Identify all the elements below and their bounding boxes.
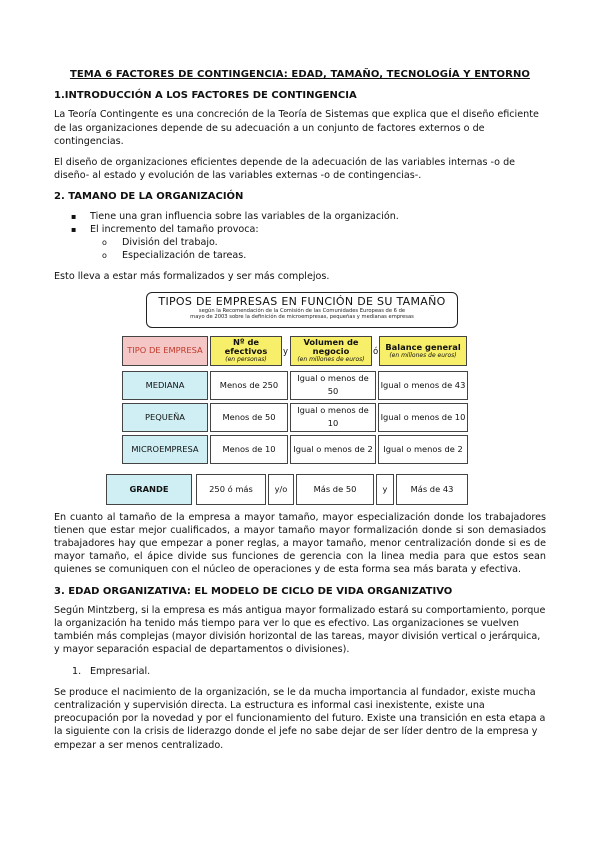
section-1-paragraph-1: La Teoría Contingente es una concreción de la Teoría de Sistemas que explica que el diseño eficiente de las organizaciones depende de su adecuación a un conjunto de factores externos o de contingencias. (54, 109, 539, 147)
section-3-heading: 3. EDAD ORGANIZATIVA: EL MODELO DE CICLO DE VIDA ORGANIZATIVO (54, 585, 453, 597)
section-2-bullet-list (54, 210, 546, 263)
and-connector: y (283, 346, 289, 357)
header-staff (210, 336, 282, 366)
numbered-item (74, 665, 546, 678)
section-1-heading: 1.INTRODUCCIÓN A LOS FACTORES DE CONTINGENCIA (54, 90, 357, 102)
sub-bullet-list (90, 236, 546, 262)
header-balance (379, 336, 467, 366)
or-connector: ó (373, 346, 379, 357)
row-staff-mediana: Menos de 250 (210, 371, 288, 400)
row-and-grande: y (376, 474, 394, 505)
section-3-numbered-list (54, 665, 546, 678)
header-staff-unit: (en personas) (225, 356, 267, 364)
figure-subtitle-line-2: mayo de 2003 sobre la definición de microempresas, pequeñas y medianas empresas (190, 313, 414, 320)
section-2-paragraph-2: En cuanto al tamaño de la empresa a mayor tamaño, mayor especialización donde los trabajadores tienen que estar mejor cualificados, a mayor tamaño mayor formalización donde si son demasiados trabajadores hay que empezar a poner reglas, a mayor tamaño, menor centralización donde si es de mayor tamaño, el ápice divide sus funciones de gerencia con la linea media para que estos sean quienes se comuniquen con el núcleo de operaciones y de esta forma sea más barata y efectiva. (54, 511, 546, 576)
header-balance-label: Balance general (385, 341, 461, 352)
row-turnover-grande: Más de 50 (296, 474, 374, 505)
header-turnover-label: Volumen de negocio (303, 337, 359, 357)
row-type-grande: GRANDE (106, 474, 192, 505)
row-balance-pequena: Igual o menos de 10 (378, 403, 468, 432)
bullet-text: El incremento del tamaño provoca: (90, 223, 259, 235)
section-3-paragraph-2: Se produce el nacimiento de la organización, se le da mucha importancia al fundador, existe mucha centralización y supervisión directa. La estructura es informal casi inexistente, existe una preocupación por la novedad y por el funcionamiento del futuro. Existe una transición en esta etapa a la siguiente con la crisis de liderazgo donde el jefe no sabe dejar de ser líder dentro de la empresa y empezar a ser menos centralizado. (54, 686, 546, 751)
numbered-item-number: 1. (72, 665, 82, 677)
header-staff-label: Nº de efectivos (224, 337, 268, 357)
bullet-item (90, 223, 546, 263)
header-turnover (290, 336, 372, 366)
bullet-text: Tiene una gran influencia sobre las variables de la organización. (90, 210, 399, 222)
figure-header (146, 292, 458, 328)
row-type-pequena: PEQUEÑA (122, 403, 208, 432)
row-staff-microempresa: Menos de 10 (210, 435, 288, 464)
row-type-microempresa: MICROEMPRESA (122, 435, 208, 464)
row-andor-grande: y/o (268, 474, 294, 505)
document-title: TEMA 6 FACTORES DE CONTINGENCIA: EDAD, TAMAÑO, TECNOLOGÍA Y ENTORNO (69, 69, 531, 80)
header-turnover-unit: (en millones de euros) (297, 356, 365, 364)
row-type-mediana: MEDIANA (122, 371, 208, 400)
bullet-item (90, 210, 546, 223)
numbered-item-text: Empresarial. (90, 665, 151, 677)
sub-bullet-item: o División del trabajo. (122, 236, 546, 249)
header-company-type: TIPO DE EMPRESA (122, 336, 208, 366)
row-turnover-mediana: Igual o menos de 50 (290, 371, 376, 400)
header-balance-unit: (en millones de euros) (389, 351, 457, 359)
company-size-figure (122, 292, 474, 505)
row-staff-grande: 250 ó más (196, 474, 266, 505)
row-turnover-pequena: Igual o menos de 10 (290, 403, 376, 432)
row-balance-microempresa: Igual o menos de 2 (378, 435, 468, 464)
row-balance-grande: Más de 43 (396, 474, 468, 505)
section-3-paragraph-1: Según Mintzberg, si la empresa es más antigua mayor formalizado estará su comportamiento, porque la organización ha tenido más tiempo para ver lo que es efectivo. Las organizaciones se vuelven también más complejas (mayor división horizontal de las tareas, mayor división vertical o jerárquica, y mayor separación espacial de departamentos o divisiones). (54, 604, 546, 656)
figure-title: TIPOS DE EMPRESAS EN FUNCIÓN DE SU TAMAÑO (158, 294, 446, 308)
sub-bullet-item: o Especialización de tareas. (122, 249, 546, 262)
figure-subtitle-line-1: según la Recomendación de la Comisión de las Comunidades Europeas de 6 de (198, 307, 406, 314)
section-2-paragraph-1: Esto lleva a estar más formalizados y ser más complejos. (54, 271, 330, 283)
row-balance-mediana: Igual o menos de 43 (378, 371, 468, 400)
document-page (54, 68, 546, 760)
section-1-paragraph-2: El diseño de organizaciones eficientes depende de la adecuación de las variables internas -o de diseño- al estado y evolución de las variables externas -o de contingencias-. (54, 157, 516, 182)
row-turnover-microempresa: Igual o menos de 2 (290, 435, 376, 464)
row-staff-pequena: Menos de 50 (210, 403, 288, 432)
section-2-heading: 2. TAMANO DE LA ORGANIZACIÓN (54, 191, 244, 203)
